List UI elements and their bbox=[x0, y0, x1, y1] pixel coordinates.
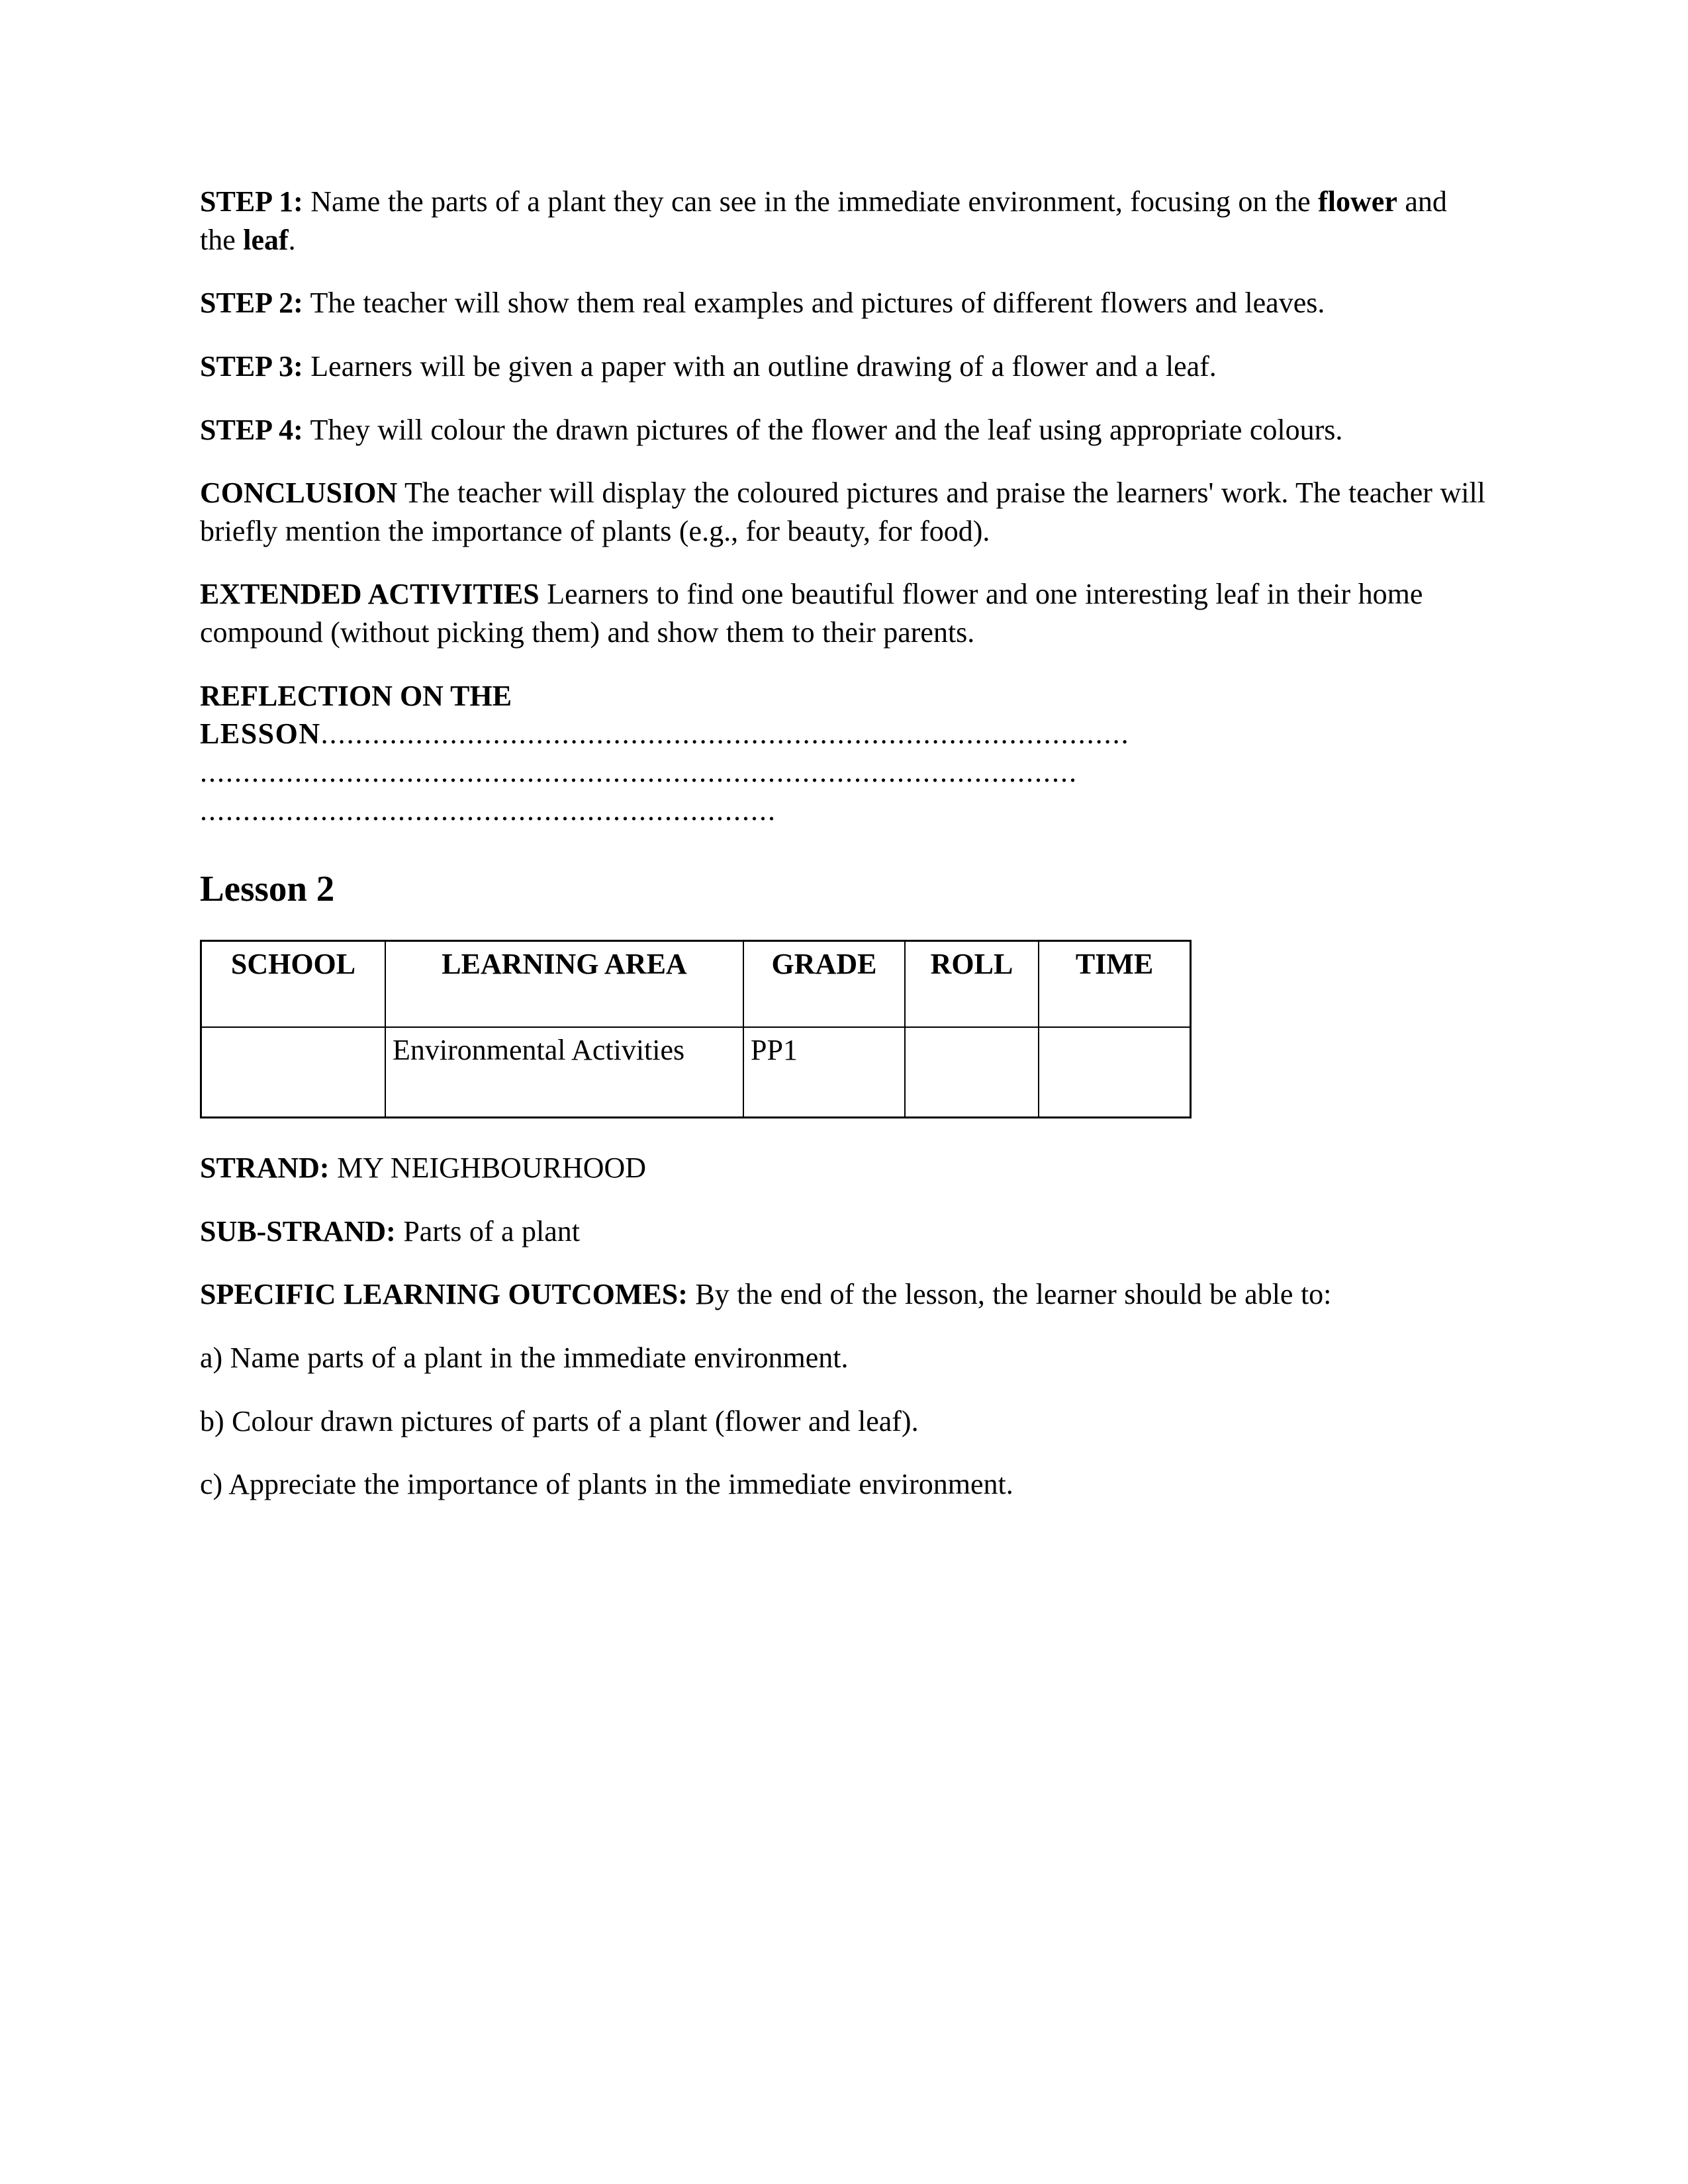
table-header-time: TIME bbox=[1039, 941, 1191, 1028]
sub-strand-value: Parts of a plant bbox=[395, 1214, 580, 1248]
table-cell-time[interactable] bbox=[1039, 1027, 1191, 1118]
step-2-text: The teacher will show them real examples and pictures of different flowers and leaves. bbox=[303, 287, 1325, 320]
step-3-label: STEP 3: bbox=[200, 349, 303, 383]
paragraph-step-3 bbox=[200, 347, 1487, 386]
sub-strand-label: SUB-STRAND: bbox=[200, 1214, 396, 1248]
table-header-learning-area: LEARNING AREA bbox=[385, 941, 743, 1028]
document-body bbox=[200, 183, 1487, 1529]
lesson-heading bbox=[200, 866, 1487, 911]
field-sub-strand bbox=[200, 1212, 1487, 1251]
leader-dots-1: .............................................................................................. bbox=[320, 717, 1130, 751]
table-header-school: SCHOOL bbox=[201, 941, 386, 1028]
conclusion-text: The teacher will display the coloured pictures and praise the learners' work. The teacher will briefly mention the importance of plants (e.g., for beauty, for food). bbox=[200, 477, 1485, 547]
outcomes-label: SPECIFIC LEARNING OUTCOMES: bbox=[200, 1278, 688, 1311]
table-header-grade: GRADE bbox=[743, 941, 905, 1028]
leader-dots-3: ................................................................... bbox=[200, 794, 776, 827]
step-3-text: Learners will be given a paper with an outline drawing of a flower and a leaf. bbox=[303, 349, 1217, 383]
reflection-title-line-1 bbox=[200, 677, 1487, 715]
outcome-item-a: a) Name parts of a plant in the immediate environment. bbox=[200, 1342, 849, 1375]
step-4-label: STEP 4: bbox=[200, 413, 303, 446]
paragraph-extended-activities bbox=[200, 575, 1487, 651]
paragraph-step-2 bbox=[200, 284, 1487, 322]
step-1-text-mid: and the bbox=[200, 185, 1447, 256]
strand-label: STRAND: bbox=[200, 1152, 330, 1185]
table-cell-roll[interactable] bbox=[905, 1027, 1039, 1118]
extended-activities-text: Learners to find one beautiful flower and one interesting leaf in their home compound (without picking them) and show them to their parents. bbox=[200, 578, 1423, 649]
reflection-answer-line-1[interactable] bbox=[200, 715, 1487, 753]
field-specific-learning-outcomes bbox=[200, 1275, 1487, 1314]
table-header-row bbox=[201, 941, 1191, 1028]
reflection-title-text-2: LESSON bbox=[200, 717, 321, 751]
table-header-roll: ROLL bbox=[905, 941, 1039, 1028]
field-strand bbox=[200, 1149, 1487, 1187]
table-cell-learning-area[interactable]: Environmental Activities bbox=[385, 1027, 743, 1118]
reflection-on-the-lesson bbox=[200, 677, 1487, 830]
step-1-text-after: . bbox=[288, 223, 296, 256]
outcomes-value: By the end of the lesson, the learner should be able to: bbox=[687, 1278, 1332, 1311]
step-1-emphasis-leaf: leaf bbox=[243, 223, 289, 256]
table-row bbox=[201, 1027, 1191, 1118]
paragraph-step-4 bbox=[200, 411, 1487, 449]
extended-activities-label: EXTENDED ACTIVITIES bbox=[200, 578, 539, 611]
reflection-title-text-1: REFLECTION ON THE bbox=[200, 679, 512, 712]
reflection-answer-line-3[interactable] bbox=[200, 792, 1487, 830]
lesson-heading-number: 2 bbox=[316, 868, 335, 909]
paragraph-step-1 bbox=[200, 183, 1487, 259]
step-1-label: STEP 1: bbox=[200, 185, 303, 218]
step-2-label: STEP 2: bbox=[200, 287, 303, 320]
step-4-text: They will colour the drawn pictures of the flower and the leaf using appropriate colours. bbox=[303, 413, 1343, 446]
paragraph-conclusion bbox=[200, 474, 1487, 550]
outcome-item-c: c) Appreciate the importance of plants in the immediate environment. bbox=[200, 1468, 1013, 1501]
lesson-info-table bbox=[200, 940, 1192, 1118]
strand-value: MY NEIGHBOURHOOD bbox=[329, 1152, 647, 1185]
outcome-item-b: b) Colour drawn pictures of parts of a plant (flower and leaf). bbox=[200, 1404, 919, 1437]
reflection-answer-line-2[interactable] bbox=[200, 753, 1487, 792]
step-1-text-before: Name the parts of a plant they can see in the immediate environment, focusing on the bbox=[303, 185, 1319, 218]
table-cell-school[interactable] bbox=[201, 1027, 386, 1118]
conclusion-label: CONCLUSION bbox=[200, 477, 398, 510]
leader-dots-2: ...................................................................................................... bbox=[200, 755, 1078, 788]
step-1-emphasis-flower: flower bbox=[1318, 185, 1397, 218]
table-cell-grade[interactable]: PP1 bbox=[743, 1027, 905, 1118]
lesson-heading-word: Lesson bbox=[200, 868, 307, 909]
